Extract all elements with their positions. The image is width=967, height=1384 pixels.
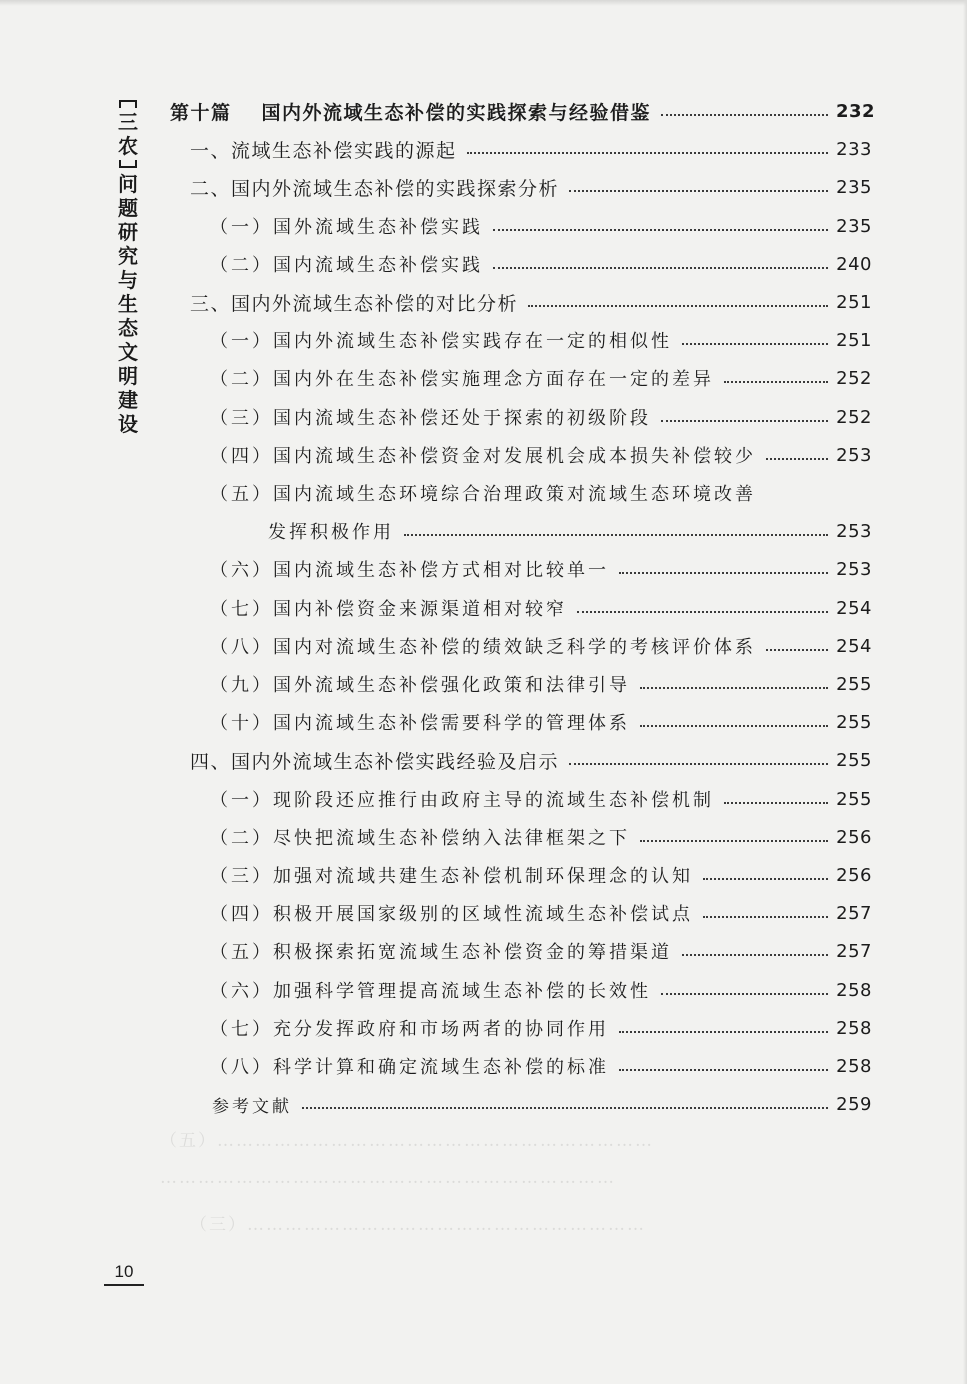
page-number: 252 — [836, 406, 872, 428]
page-number: 255 — [836, 711, 872, 733]
dot-leader — [528, 305, 828, 307]
page-number: 256 — [836, 864, 872, 886]
toc-entry-label: 一、流域生态补偿实践的源起 — [190, 139, 457, 162]
toc-entry-label: （五）积极探索拓宽流域生态补偿资金的筹措渠道 — [210, 942, 672, 963]
toc-entry[interactable] — [210, 665, 872, 703]
page-number: 254 — [836, 597, 872, 619]
title-char: 态 — [118, 316, 138, 340]
toc-entry[interactable] — [210, 245, 872, 283]
title-char: 明 — [118, 364, 138, 388]
title-char: 究 — [118, 244, 138, 268]
toc-entry-label: （三）国内流域生态补偿还处于探索的初级阶段 — [210, 408, 651, 429]
toc-entry[interactable] — [190, 130, 872, 168]
page-number: 253 — [836, 558, 872, 580]
toc-entry-label: （五）国内流域生态环境综合治理政策对流域生态环境改善 — [210, 484, 756, 505]
toc-references-entry[interactable] — [212, 1085, 872, 1123]
toc-part-heading[interactable] — [170, 92, 876, 130]
toc-entry-label: （七）国内补偿资金来源渠道相对较窄 — [210, 599, 567, 620]
dot-leader — [569, 190, 828, 192]
toc-entry[interactable] — [268, 512, 872, 550]
dot-leader — [404, 534, 828, 536]
dot-leader — [724, 381, 828, 383]
title-char: 问 — [118, 172, 138, 196]
toc-entry-label: （八）国内对流域生态补偿的绩效缺乏科学的考核评价体系 — [210, 637, 756, 658]
page-number: 257 — [836, 902, 872, 924]
show-through-line: ……………………………………………………………… — [160, 1168, 616, 1188]
dot-leader — [640, 687, 828, 689]
page-number: 256 — [836, 826, 872, 848]
toc-entry-label: （九）国外流域生态补偿强化政策和法律引导 — [210, 675, 630, 696]
title-char: 设 — [118, 412, 138, 436]
toc-entry-label: （一）国外流域生态补偿实践 — [210, 217, 483, 238]
toc-entry[interactable] — [210, 207, 872, 245]
dot-leader — [569, 763, 828, 765]
page-edge-shadow — [0, 0, 967, 6]
toc-entry-label: （七）充分发挥政府和市场两者的协同作用 — [210, 1019, 609, 1040]
toc-entry[interactable] — [210, 436, 872, 474]
toc-entry[interactable] — [210, 627, 872, 665]
title-char: 与 — [118, 268, 138, 292]
page-number: 233 — [836, 138, 872, 160]
page-number: 258 — [836, 1017, 872, 1039]
toc-entry[interactable] — [210, 398, 872, 436]
title-char: 题 — [118, 196, 138, 220]
toc-entry[interactable] — [210, 550, 872, 588]
page-number: 259 — [836, 1093, 872, 1115]
toc-entry-label: 二、国内外流域生态补偿的实践探索分析 — [190, 177, 560, 200]
page-number: 253 — [836, 444, 872, 466]
page-number: 252 — [836, 367, 872, 389]
toc-entry-label: 三、国内外流域生态补偿的对比分析 — [190, 292, 519, 315]
dot-leader — [577, 611, 828, 613]
page-number: 255 — [836, 749, 872, 771]
dot-leader — [661, 114, 828, 116]
dot-leader — [619, 572, 828, 574]
toc-entry-label: （二）国内流域生态补偿实践 — [210, 255, 483, 276]
toc-entry-label: （四）国内流域生态补偿资金对发展机会成本损失补偿较少 — [210, 446, 756, 467]
corner-quote-open — [119, 100, 137, 108]
title-char: 研 — [118, 220, 138, 244]
toc-entry-label: （二）国内外在生态补偿实施理念方面存在一定的差异 — [210, 369, 714, 390]
toc-entry-label: （十）国内流域生态补偿需要科学的管理体系 — [210, 713, 630, 734]
toc-entry-label: （八）科学计算和确定流域生态补偿的标准 — [210, 1057, 609, 1078]
part-number: 第十篇 — [170, 101, 232, 124]
dot-leader — [661, 993, 828, 995]
toc-entry[interactable] — [210, 359, 872, 397]
page-number: 253 — [836, 520, 872, 542]
toc-entry[interactable] — [190, 168, 872, 206]
toc-entry-label: （三）加强对流域共建生态补偿机制环保理念的认知 — [210, 866, 693, 887]
title-char: 文 — [118, 340, 138, 364]
dot-leader — [619, 1031, 828, 1033]
dot-leader — [766, 649, 828, 651]
title-char: 农 — [118, 134, 138, 158]
dot-leader — [682, 954, 828, 956]
title-char: 三 — [118, 110, 138, 134]
toc-entry[interactable] — [210, 1009, 872, 1047]
toc-entry[interactable] — [210, 703, 872, 741]
dot-leader — [467, 152, 828, 154]
toc-entry[interactable] — [210, 932, 872, 970]
toc-entry[interactable] — [210, 894, 872, 932]
toc-entry-label: 四、国内外流域生态补偿实践经验及启示 — [190, 750, 560, 773]
title-char: 建 — [118, 388, 138, 412]
dot-leader — [703, 916, 828, 918]
dot-leader — [724, 802, 828, 804]
dot-leader — [302, 1107, 828, 1109]
dot-leader — [703, 878, 828, 880]
page-edge-shadow-right — [963, 0, 967, 1384]
toc-entry-label: （六）加强科学管理提高流域生态补偿的长效性 — [210, 981, 651, 1002]
corner-quote-close — [119, 160, 137, 168]
part-title: 国内外流域生态补偿的实践探索与经验借鉴 — [261, 101, 652, 124]
toc-entry[interactable] — [210, 321, 872, 359]
title-char: 生 — [118, 292, 138, 316]
toc-entry-label: 参考文献 — [212, 1096, 292, 1117]
show-through-line: （五）…………………………………………………………… — [160, 1131, 654, 1151]
page-number: 258 — [836, 1055, 872, 1077]
dot-leader — [619, 1069, 828, 1071]
running-book-title — [108, 96, 148, 436]
dot-leader — [640, 840, 828, 842]
dot-leader — [682, 343, 828, 345]
toc-entry-label: （六）国内流域生态补偿方式相对比较单一 — [210, 560, 609, 581]
toc-entry-label: （一）现阶段还应推行由政府主导的流域生态补偿机制 — [210, 790, 714, 811]
dot-leader — [493, 229, 828, 231]
toc-entry[interactable] — [210, 589, 872, 627]
toc-entry[interactable] — [210, 856, 872, 894]
toc-entry-label: （二）尽快把流域生态补偿纳入法律框架之下 — [210, 828, 630, 849]
page-number: 232 — [836, 100, 876, 122]
dot-leader — [640, 725, 828, 727]
page-number: 235 — [836, 176, 872, 198]
toc-entry[interactable] — [210, 474, 872, 512]
toc-entry[interactable] — [210, 1047, 872, 1085]
page-number: 257 — [836, 940, 872, 962]
show-through-line: （三）……………………………………………………… — [190, 1215, 646, 1235]
page-number: 255 — [836, 673, 872, 695]
toc-entry[interactable] — [210, 971, 872, 1009]
toc-entry[interactable] — [190, 741, 872, 779]
toc-entry[interactable] — [210, 780, 872, 818]
toc-entry[interactable] — [210, 818, 872, 856]
page-number: 235 — [836, 215, 872, 237]
page-number: 254 — [836, 635, 872, 657]
toc-entry-label: 发挥积极作用 — [268, 522, 394, 543]
page-number: 258 — [836, 979, 872, 1001]
folio-page-number: 10 — [104, 1262, 144, 1286]
page-number: 255 — [836, 788, 872, 810]
toc-entry-label: （四）积极开展国家级别的区域性流域生态补偿试点 — [210, 904, 693, 925]
dot-leader — [661, 420, 828, 422]
page-number: 251 — [836, 291, 872, 313]
dot-leader — [493, 267, 828, 269]
toc-entry[interactable] — [190, 283, 872, 321]
toc-entry-label: （一）国内外流域生态补偿实践存在一定的相似性 — [210, 331, 672, 352]
dot-leader — [766, 458, 828, 460]
page-number: 240 — [836, 253, 872, 275]
page-number: 251 — [836, 329, 872, 351]
